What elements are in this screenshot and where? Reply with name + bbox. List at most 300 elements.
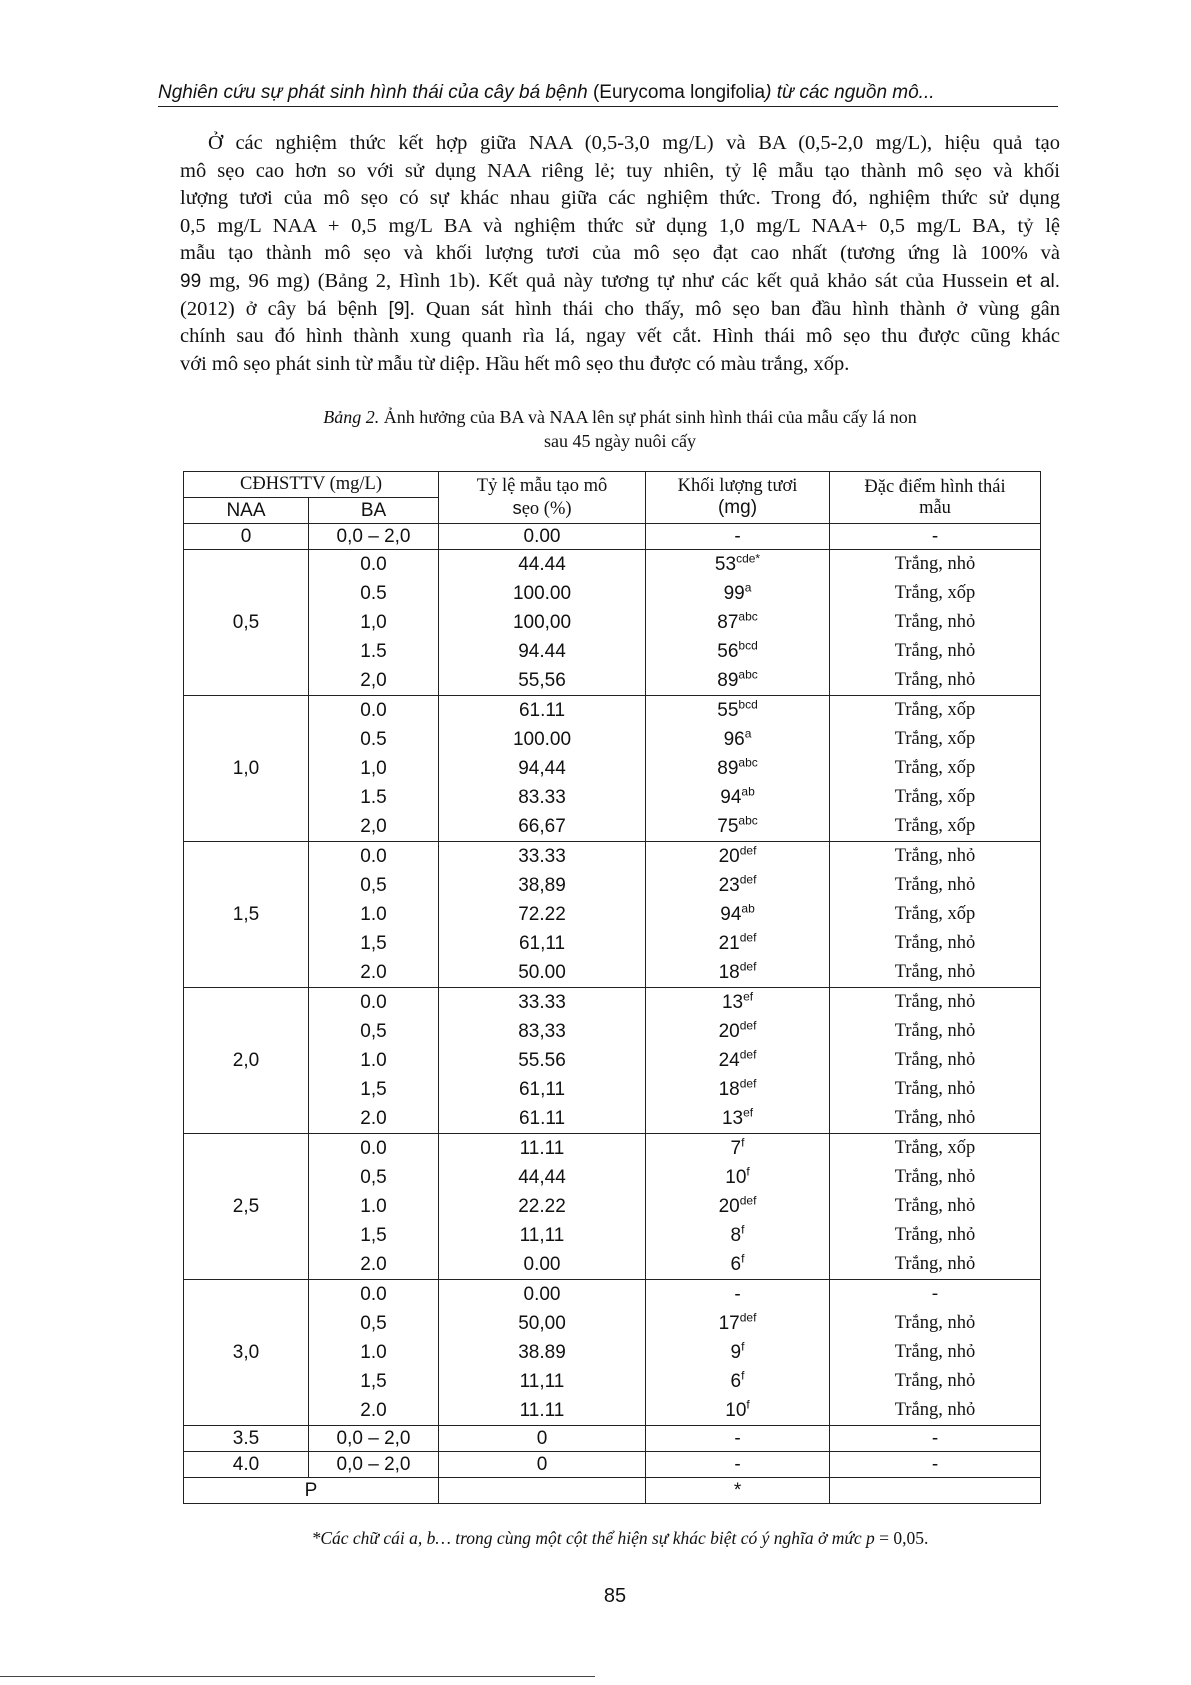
cell-ba: 1.0 <box>360 904 387 925</box>
cell-morph: Trắng, nhỏ <box>894 1050 976 1070</box>
mass-value: 20 <box>718 1021 740 1042</box>
mass-value: 10 <box>725 1167 747 1188</box>
cell-morph: Trắng, nhỏ <box>894 1254 976 1274</box>
table-row <box>184 524 1041 550</box>
cell-rate: 33.33 <box>518 992 566 1013</box>
significance-letters: def <box>739 1310 757 1325</box>
cell-naa: 3,0 <box>184 1280 309 1426</box>
header-mass-line-2: (mg) <box>717 497 758 518</box>
cell-ba: 0,5 <box>360 1167 387 1188</box>
cell-mass-stack <box>646 1280 830 1426</box>
caption-text-line-2: sau 45 ngày nuôi cấy <box>544 431 696 451</box>
cell-ba: 2.0 <box>360 1400 387 1421</box>
mass-value: 56 <box>717 641 739 662</box>
cell-rate: 0 <box>439 1452 646 1478</box>
cell-rate: 11.11 <box>519 1138 565 1159</box>
cell-morph: Trắng, nhỏ <box>894 670 976 690</box>
paragraph-segment: (2012) ở cây bá bệnh <box>180 297 389 320</box>
cell-morph: Trắng, xốp <box>894 1138 976 1158</box>
cell-rate-stack <box>439 988 646 1134</box>
header-title-part-1: Nghiên cứu sự phát sinh hình thái của cây bá bệnh <box>158 82 588 103</box>
cell-rate-stack <box>439 1134 646 1280</box>
significance-letters: f <box>746 1164 750 1179</box>
mass-value: 55 <box>717 700 739 721</box>
ba-stack <box>309 842 438 987</box>
header-rate-line-1: Tỷ lệ mẫu tạo mô <box>476 475 608 496</box>
mass-value: 99 <box>723 583 745 604</box>
cell-rate: 50.00 <box>518 962 566 983</box>
cell-mass <box>646 1280 829 1309</box>
header-rate-line-2 <box>439 497 645 520</box>
cell-naa: 0 <box>184 524 309 550</box>
mass-value: 8 <box>730 1225 742 1246</box>
paragraph-line: 0,5 mg/L NAA + 0,5 mg/L BA và nghiệm thức sử dụng 1,0 mg/L NAA+ 0,5 mg/L BA, tỷ lệ <box>180 214 1060 237</box>
cell-ba: 1,5 <box>360 1371 387 1392</box>
cell-rate: 38.89 <box>518 1342 566 1363</box>
caption-label: Bảng 2. <box>323 407 380 427</box>
mass-value: 6 <box>730 1371 742 1392</box>
cell-morph: Trắng, nhỏ <box>894 1313 976 1333</box>
cell-morph: Trắng, nhỏ <box>894 846 976 866</box>
cell-rate: 94.44 <box>518 641 566 662</box>
ba-stack <box>309 1134 438 1279</box>
cell-mass <box>646 1104 829 1133</box>
mass-value: 94 <box>720 904 742 925</box>
mass-value: 89 <box>717 758 739 779</box>
cell-rate: 22.22 <box>518 1196 566 1217</box>
mass-value: 94 <box>720 787 742 808</box>
cell-rate: 0.00 <box>523 1284 561 1305</box>
cell-ba: 0,0 – 2,0 <box>309 1452 439 1478</box>
cell-mass: - <box>646 524 830 550</box>
cell-rate: 55,56 <box>518 670 566 691</box>
cell-morph: Trắng, xốp <box>894 787 976 807</box>
table-group-row <box>184 1134 1041 1280</box>
cell-morph-stack <box>830 1134 1041 1280</box>
significance-letters: abc <box>738 755 758 770</box>
mass-stack <box>646 1134 829 1279</box>
cell-ba: 2.0 <box>360 1254 387 1275</box>
mass-value: 24 <box>718 1050 740 1071</box>
caption-text: Ảnh hưởng của BA và NAA lên sự phát sinh hình thái của mẫu cấy lá non <box>379 407 917 427</box>
cell-mass <box>646 637 829 666</box>
cell-ba: 0,0 – 2,0 <box>309 524 439 550</box>
table-group-row <box>184 696 1041 842</box>
rate-stack <box>439 842 645 987</box>
header-title-part-2: ) từ các nguồn mô... <box>765 82 935 103</box>
cell-mass <box>646 929 829 958</box>
cell-rate: 44,44 <box>518 1167 566 1188</box>
significance-letters: f <box>746 1397 750 1412</box>
header-morph-line-2: mẫu <box>919 497 951 518</box>
cell-mass <box>646 842 829 871</box>
mass-value: 87 <box>717 612 739 633</box>
cell-naa: 1,5 <box>184 842 309 988</box>
cell-mass-stack <box>646 550 830 696</box>
cell-morph: - <box>830 524 1041 550</box>
mass-value: 17 <box>718 1313 740 1334</box>
mass-value: 9 <box>730 1342 742 1363</box>
significance-letters: a <box>744 726 752 741</box>
mass-stack <box>646 696 829 841</box>
table-group-row <box>184 1280 1041 1426</box>
cell-morph: Trắng, nhỏ <box>894 933 976 953</box>
cell-rate: 55.56 <box>518 1050 566 1071</box>
mass-value: 89 <box>717 670 739 691</box>
cell-morph: Trắng, nhỏ <box>894 1079 976 1099</box>
mass-value: 7 <box>730 1138 742 1159</box>
cell-morph: Trắng, nhỏ <box>894 612 976 632</box>
morph-stack <box>830 696 1040 841</box>
cell-mass <box>646 696 829 725</box>
cell-rate: 50,00 <box>518 1313 566 1334</box>
table-row <box>184 1426 1041 1452</box>
cell-morph: Trắng, nhỏ <box>894 1342 976 1362</box>
table-footnote <box>180 1528 1060 1549</box>
cell-morph: Trắng, nhỏ <box>894 962 976 982</box>
mass-stack <box>646 842 829 987</box>
mass-value: 18 <box>718 1079 740 1100</box>
morph-stack <box>830 550 1040 695</box>
ba-stack <box>309 988 438 1133</box>
cell-ba-stack <box>309 696 439 842</box>
cell-mass <box>646 1017 829 1046</box>
cell-mass <box>646 725 829 754</box>
significance-letters: f <box>741 1135 745 1150</box>
cell-morph: Trắng, nhỏ <box>894 1021 976 1041</box>
cell-rate-stack <box>439 550 646 696</box>
cell-ba: 0,0 – 2,0 <box>309 1426 439 1452</box>
header-ba: BA <box>309 498 439 524</box>
mass-value: - <box>734 1284 741 1305</box>
citation-ref: [9] <box>388 298 410 320</box>
cell-ba: 1,0 <box>360 758 387 779</box>
cell-rate: 100,00 <box>512 612 572 633</box>
cell-morph: Trắng, xốp <box>894 700 976 720</box>
paragraph-line: Ở các nghiệm thức kết hợp giữa NAA (0,5-3,0 mg/L) và BA (0,5-2,0 mg/L), hiệu quả tạo <box>208 132 1060 154</box>
mass-value: 96 <box>723 729 745 750</box>
cell-mass-stack <box>646 1134 830 1280</box>
cell-mass <box>646 1221 829 1250</box>
cell-morph: - <box>931 1284 939 1304</box>
morph-stack <box>830 1280 1040 1425</box>
cell-mass <box>646 754 829 783</box>
cell-ba: 1.5 <box>360 787 387 808</box>
header-species: (Eurycoma longifolia <box>592 82 766 103</box>
body-paragraph <box>180 130 1060 378</box>
cell-morph: - <box>830 1452 1041 1478</box>
cell-morph: Trắng, nhỏ <box>894 1400 976 1420</box>
cell-ba: 2,0 <box>360 816 387 837</box>
cell-rate: 38,89 <box>518 875 566 896</box>
cell-mass <box>646 579 829 608</box>
cell-morph: Trắng, xốp <box>894 904 976 924</box>
cell-mass <box>646 1250 829 1279</box>
cell-mass <box>646 1396 829 1425</box>
cell-ba: 0,5 <box>360 875 387 896</box>
cell-mass <box>646 1192 829 1221</box>
significance-letters: bcd <box>738 697 758 712</box>
header-naa: NAA <box>184 498 309 524</box>
cell-ba: 1.0 <box>360 1342 387 1363</box>
cell-mass <box>646 1075 829 1104</box>
cell-mass <box>646 1046 829 1075</box>
significance-letters: ab <box>741 901 755 916</box>
morph-stack <box>830 988 1040 1133</box>
significance-letters: f <box>741 1251 745 1266</box>
morph-stack <box>830 1134 1040 1279</box>
paragraph-line: chính sau đó hình thành xung quanh rìa lá, ngay vết cắt. Hình thái mô sẹo thu được cũng khác <box>180 325 1060 348</box>
cell-ba: 2,0 <box>360 670 387 691</box>
significance-letters: def <box>739 930 757 945</box>
cell-rate-stack <box>439 1280 646 1426</box>
cell-rate <box>439 1478 646 1504</box>
cell-mass <box>646 1338 829 1367</box>
cell-ba: 0.5 <box>360 583 387 604</box>
mass-stack <box>646 988 829 1133</box>
cell-ba: 0,5 <box>360 1313 387 1334</box>
cell-mass <box>646 812 829 841</box>
mass-value: 6 <box>730 1254 742 1275</box>
cell-mass <box>646 1163 829 1192</box>
cell-morph: Trắng, nhỏ <box>894 1371 976 1391</box>
cell-ba: 1,5 <box>360 1225 387 1246</box>
ba-stack <box>309 1280 438 1425</box>
cell-mass <box>646 1309 829 1338</box>
cell-rate: 0 <box>439 1426 646 1452</box>
cell-rate: 11,11 <box>519 1225 565 1246</box>
cell-mass <box>646 988 829 1017</box>
header-morph <box>830 472 1041 524</box>
paragraph-line <box>180 268 1060 296</box>
significance-letters: abc <box>738 667 758 682</box>
bottom-rule <box>0 1676 595 1677</box>
paragraph-segment: . Quan sát hình thái cho thấy, mô sẹo ban đầu hình thành ở vùng gân <box>409 297 1061 320</box>
cell-ba: 0.0 <box>360 1138 387 1159</box>
cell-morph-stack <box>830 842 1041 988</box>
cell-morph: Trắng, xốp <box>894 816 976 836</box>
significance-letters: def <box>739 1076 757 1091</box>
cell-rate-stack <box>439 842 646 988</box>
footnote-value: = 0,05. <box>879 1528 929 1548</box>
significance-letters: def <box>739 1018 757 1033</box>
cell-mass <box>646 1134 829 1163</box>
cell-rate-stack <box>439 696 646 842</box>
rate-stack <box>439 696 645 841</box>
cell-rate: 61.11 <box>518 700 566 721</box>
header-mass-line-1: Khối lượng tươi <box>677 476 798 496</box>
significance-letters: def <box>739 872 757 887</box>
significance-letters: def <box>739 843 757 858</box>
et-al: et al. <box>1015 270 1060 292</box>
cell-mass <box>646 871 829 900</box>
header-morph-line-1: Đặc điểm hình thái <box>864 476 1006 497</box>
cell-ba: 0.0 <box>360 554 387 575</box>
cell-morph: Trắng, xốp <box>894 729 976 749</box>
table-caption <box>180 405 1060 453</box>
cell-naa: 3.5 <box>184 1426 309 1452</box>
mass-value: 20 <box>718 1196 740 1217</box>
cell-mass <box>646 1367 829 1396</box>
rate-stack <box>439 1134 645 1279</box>
cell-rate: 61,11 <box>518 933 566 954</box>
cell-ba: 0.0 <box>360 846 387 867</box>
cell-ba: 1,5 <box>360 933 387 954</box>
cell-ba: 0.5 <box>360 729 387 750</box>
header-rate-s: s <box>512 496 522 518</box>
cell-ba: 1,0 <box>360 612 387 633</box>
header-group: CĐHSTTV (mg/L) <box>184 472 439 498</box>
cell-rate: 100.00 <box>512 729 572 750</box>
significance-letters: def <box>739 1047 757 1062</box>
cell-mass-stack <box>646 842 830 988</box>
table-group-row <box>184 550 1041 696</box>
cell-mass <box>646 550 829 579</box>
ba-stack <box>309 550 438 695</box>
cell-ba: 1.5 <box>360 641 387 662</box>
significance-letters: def <box>739 959 757 974</box>
cell-rate: 100.00 <box>512 583 572 604</box>
cell-mass: - <box>646 1452 830 1478</box>
cell-rate: 83.33 <box>518 787 566 808</box>
value-99: 99 <box>180 270 202 292</box>
cell-rate: 94,44 <box>518 758 566 779</box>
cell-ba: 0.0 <box>360 1284 387 1305</box>
cell-ba: 1,5 <box>360 1079 387 1100</box>
significance-letters: ef <box>743 989 754 1004</box>
footnote-text: *Các chữ cái a, b… trong cùng một cột thể hiện sự khác biệt có ý nghĩa ở mức p <box>311 1528 880 1548</box>
cell-morph: Trắng, xốp <box>894 758 976 778</box>
rate-stack <box>439 550 645 695</box>
paragraph-line: với mô sẹo phát sinh từ mẫu từ diệp. Hầu hết mô sẹo thu được có màu trắng, xốp. <box>180 352 850 375</box>
mass-value: 21 <box>718 933 740 954</box>
paragraph-segment: mg, 96 mg) (Bảng 2, Hình 1b). Kết quả này tương tự như các kết quả khảo sát của Hussein <box>201 269 1016 292</box>
cell-naa: 2,0 <box>184 988 309 1134</box>
p-significance: * <box>646 1478 830 1504</box>
significance-letters: bcd <box>738 638 758 653</box>
cell-ba-stack <box>309 988 439 1134</box>
cell-mass <box>646 666 829 695</box>
cell-rate: 61,11 <box>518 1079 566 1100</box>
cell-morph-stack <box>830 988 1041 1134</box>
cell-mass <box>646 608 829 637</box>
header-rate-rest: ẹo (%) <box>521 498 572 519</box>
cell-naa: 0,5 <box>184 550 309 696</box>
cell-ba-stack <box>309 1280 439 1426</box>
cell-rate: 11,11 <box>519 1371 565 1392</box>
cell-ba: 0.0 <box>360 992 387 1013</box>
cell-mass-stack <box>646 696 830 842</box>
cell-mass: - <box>646 1426 830 1452</box>
cell-morph-stack <box>830 696 1041 842</box>
cell-morph: Trắng, nhỏ <box>894 992 976 1012</box>
cell-ba-stack <box>309 550 439 696</box>
cell-morph-stack <box>830 550 1041 696</box>
cell-mass <box>646 958 829 987</box>
p-value-row <box>184 1478 1041 1504</box>
page-number: 85 <box>603 1585 627 1607</box>
table-row <box>184 1452 1041 1478</box>
significance-letters: def <box>739 1193 757 1208</box>
significance-letters: f <box>741 1368 745 1383</box>
mass-value: 20 <box>718 846 740 867</box>
cell-rate: 33.33 <box>518 846 566 867</box>
cell-rate: 0.00 <box>523 1254 561 1275</box>
cell-ba: 1.0 <box>360 1196 387 1217</box>
significance-letters: abc <box>738 609 758 624</box>
mass-value: 13 <box>721 992 744 1013</box>
cell-rate: 11.11 <box>519 1400 565 1421</box>
cell-morph: Trắng, nhỏ <box>894 641 976 661</box>
cell-morph: Trắng, nhỏ <box>894 875 976 895</box>
cell-rate: 83,33 <box>518 1021 566 1042</box>
cell-morph: Trắng, nhỏ <box>894 554 976 574</box>
cell-morph: - <box>830 1426 1041 1452</box>
significance-letters: f <box>741 1339 745 1354</box>
rate-stack <box>439 1280 645 1425</box>
paragraph-line: lượng tươi của mô sẹo có sự khác nhau giữa các nghiệm thức. Trong đó, nghiệm thức sử dụng <box>180 187 1060 210</box>
cell-mass-stack <box>646 988 830 1134</box>
cell-naa: 4.0 <box>184 1452 309 1478</box>
cell-ba: 2.0 <box>360 1108 387 1129</box>
cell-morph: Trắng, nhỏ <box>894 1108 976 1128</box>
cell-mass <box>646 783 829 812</box>
cell-ba-stack <box>309 1134 439 1280</box>
cell-rate: 44.44 <box>518 554 566 575</box>
significance-letters: ef <box>743 1105 754 1120</box>
ba-stack <box>309 696 438 841</box>
paragraph-line: mô sẹo cao hơn so với sử dụng NAA riêng lẻ; tuy nhiên, tỷ lệ mẫu tạo thành mô sẹo và khối <box>180 159 1060 182</box>
mass-value: 10 <box>725 1400 747 1421</box>
paragraph-line: mẫu tạo thành mô sẹo và khối lượng tươi của mô sẹo đạt cao nhất (tương ứng là 100% và <box>180 242 1060 265</box>
significance-letters: a <box>744 580 752 595</box>
cell-ba: 0,5 <box>360 1021 387 1042</box>
cell-ba: 1.0 <box>360 1050 387 1071</box>
cell-morph: Trắng, nhỏ <box>894 1225 976 1245</box>
results-table <box>183 471 1041 1504</box>
table-group-row <box>184 988 1041 1134</box>
cell-morph: Trắng, nhỏ <box>894 1196 976 1216</box>
cell-rate: 61.11 <box>518 1108 566 1129</box>
cell-naa: 2,5 <box>184 1134 309 1280</box>
mass-stack <box>646 1280 829 1425</box>
cell-morph <box>830 1478 1041 1504</box>
mass-value: 18 <box>718 962 740 983</box>
header-rate <box>439 472 646 524</box>
table-group-row <box>184 842 1041 988</box>
cell-rate: 72.22 <box>518 904 566 925</box>
cell-ba-stack <box>309 842 439 988</box>
mass-stack <box>646 550 829 695</box>
cell-ba: 2.0 <box>360 962 387 983</box>
cell-morph: Trắng, xốp <box>894 583 976 603</box>
cell-ba: 0.0 <box>360 700 387 721</box>
cell-rate: 66,67 <box>518 816 566 837</box>
cell-morph-stack <box>830 1280 1041 1426</box>
running-header <box>158 82 1058 107</box>
p-label: P <box>184 1478 439 1504</box>
cell-mass <box>646 900 829 929</box>
cell-naa: 1,0 <box>184 696 309 842</box>
significance-letters: abc <box>738 813 758 828</box>
mass-value: 53 <box>714 554 737 575</box>
mass-value: 75 <box>717 816 739 837</box>
paragraph-line <box>180 296 1060 324</box>
rate-stack <box>439 988 645 1133</box>
significance-letters: f <box>741 1222 745 1237</box>
cell-morph: Trắng, nhỏ <box>894 1167 976 1187</box>
significance-letters: cde* <box>736 551 761 566</box>
